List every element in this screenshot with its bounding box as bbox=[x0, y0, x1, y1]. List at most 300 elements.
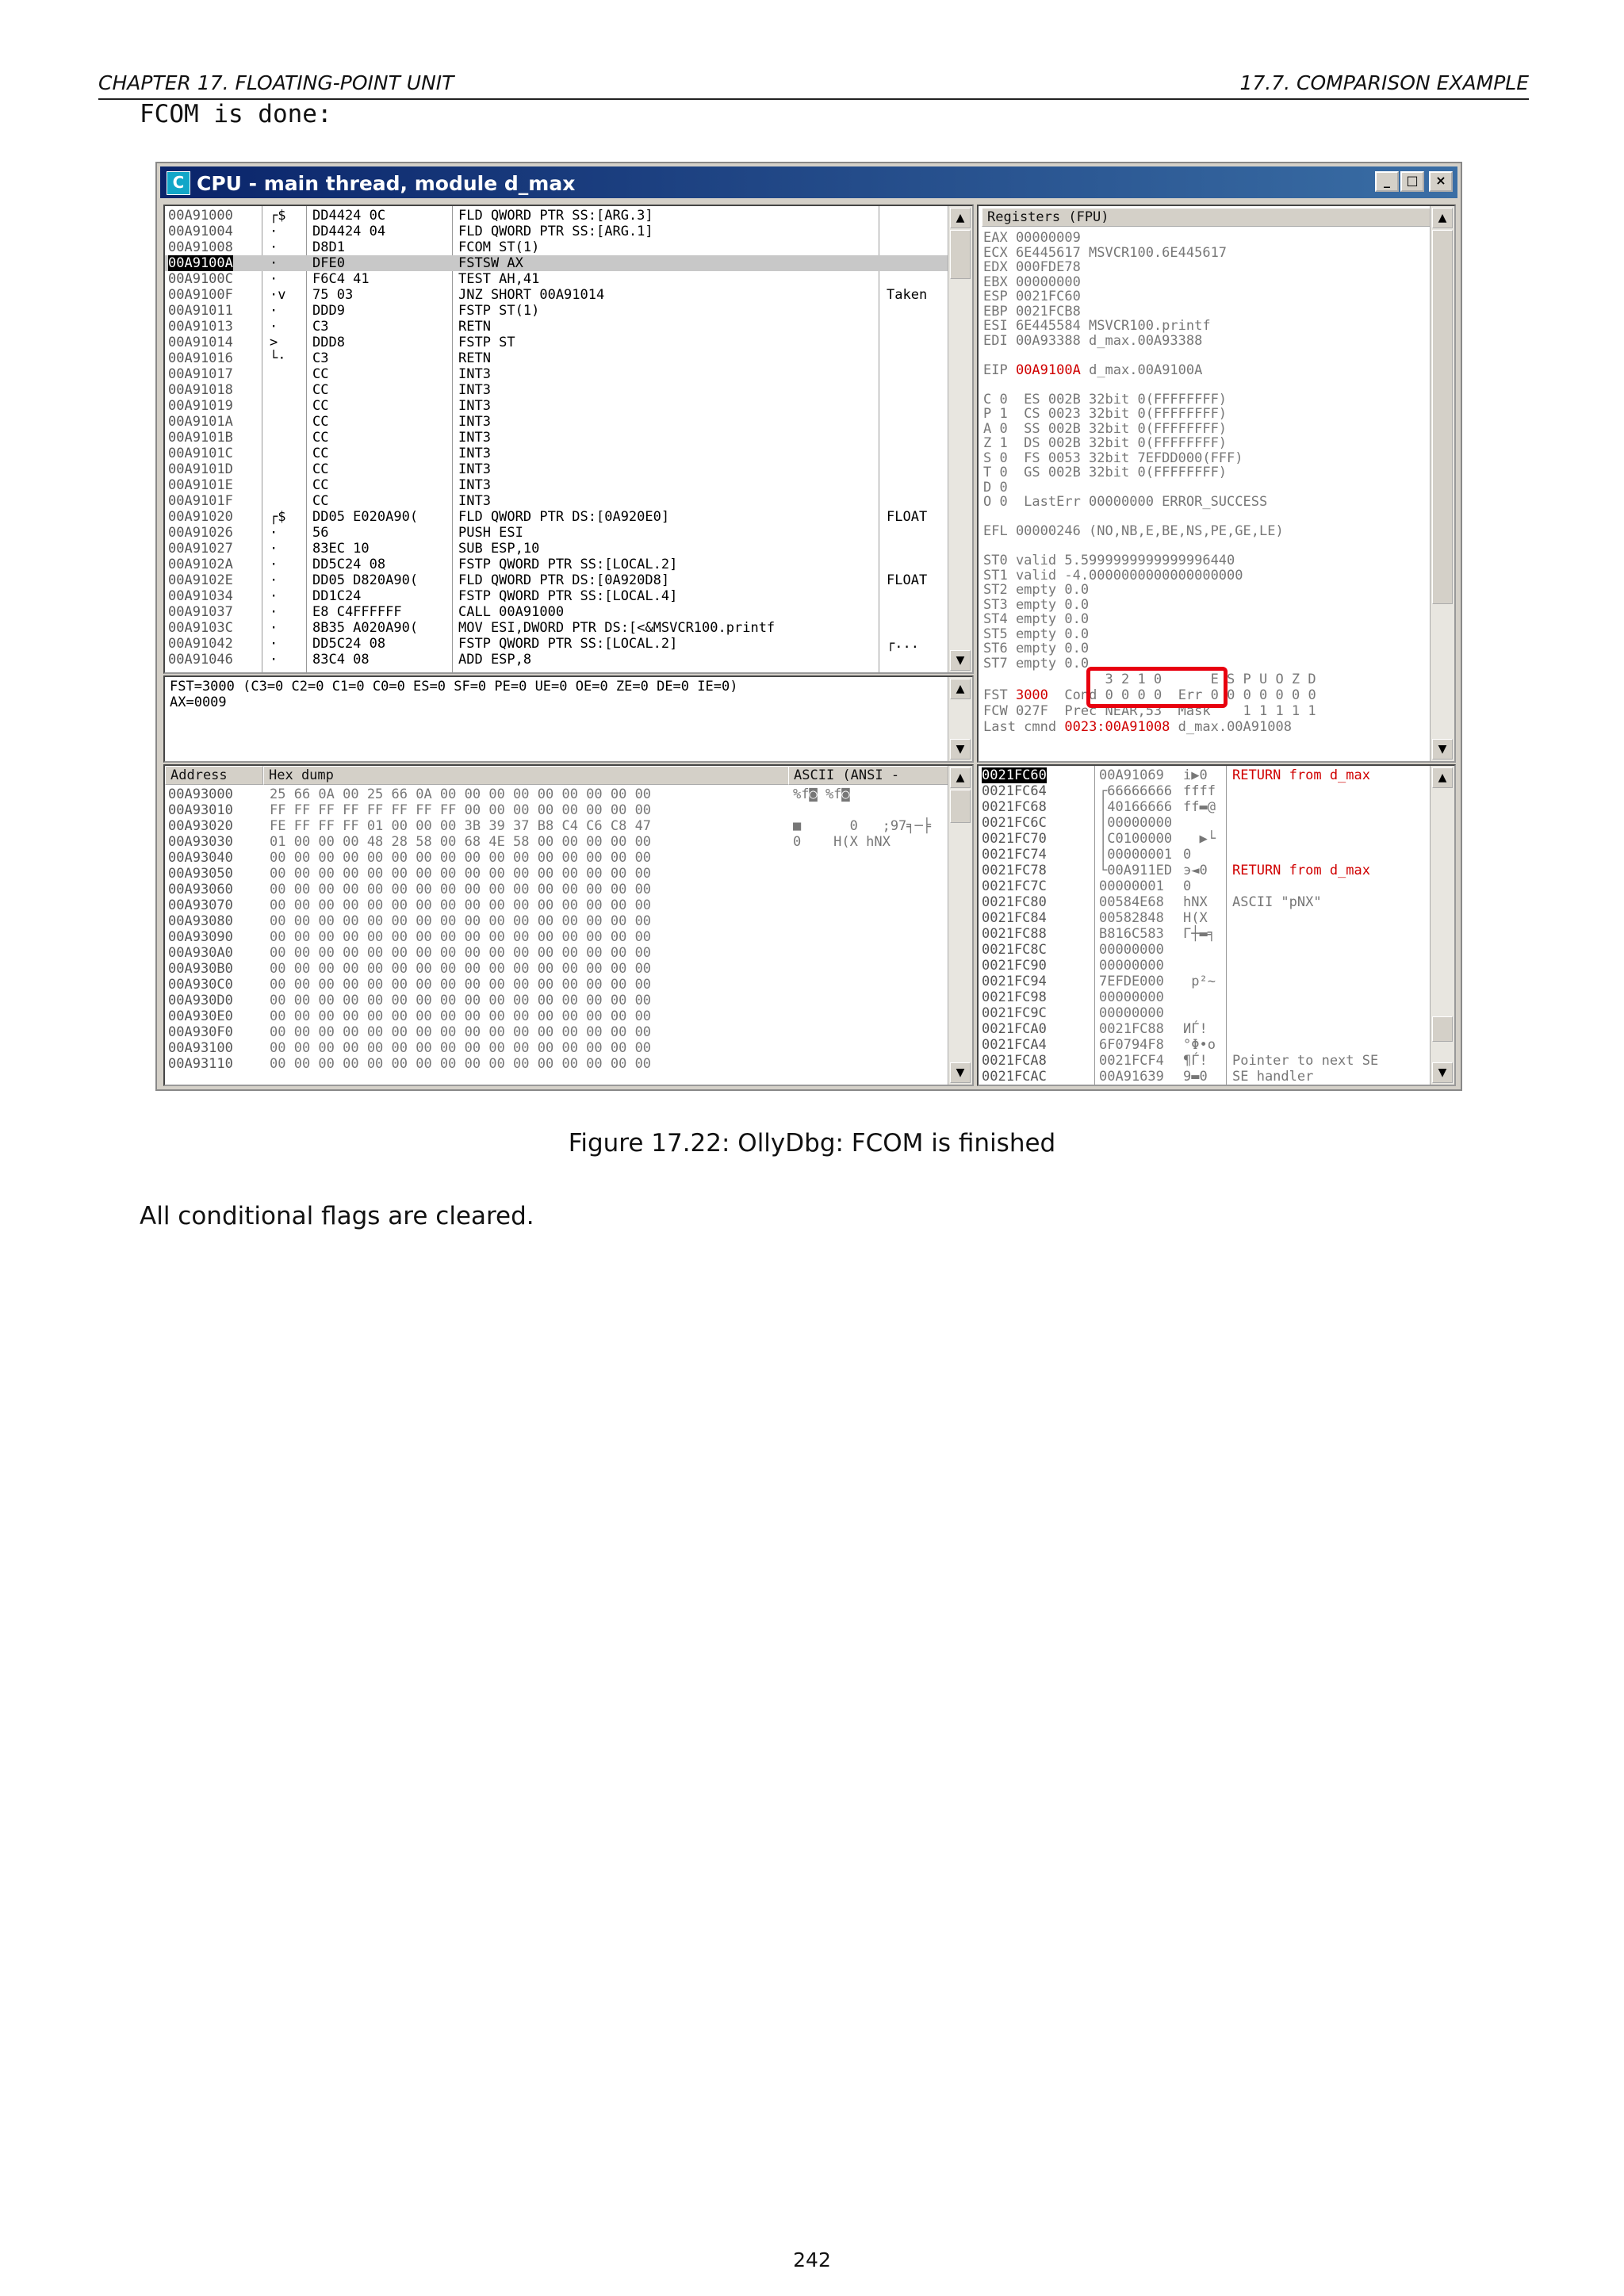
dump-hex-bytes: 25 66 0A 00 25 66 0A 00 00 00 00 00 00 00 00 00 bbox=[270, 786, 652, 802]
disasm-marker: · bbox=[270, 620, 278, 636]
dump-address: 00A93040 bbox=[168, 850, 233, 866]
stack-ascii: °Φ•o bbox=[1183, 1037, 1216, 1053]
stack-value: 00584E68 bbox=[1099, 894, 1164, 910]
scroll-down-icon[interactable]: ▼ bbox=[1432, 739, 1453, 760]
stack-value: │40166666 bbox=[1099, 799, 1173, 815]
register-row[interactable] bbox=[983, 553, 1235, 568]
disasm-address: 00A9101A bbox=[168, 414, 233, 430]
window-title: CPU - main thread, module d_max bbox=[197, 172, 576, 195]
register-text: A 0 SS 002B 32bit 0(FFFFFFFF) bbox=[983, 420, 1228, 437]
last-command-value: 0023:00A91008 bbox=[1064, 719, 1170, 735]
disasm-row[interactable] bbox=[165, 557, 950, 572]
disasm-marker: · bbox=[270, 572, 278, 588]
disasm-row[interactable] bbox=[165, 287, 950, 303]
stack-ascii: Γ┼▬╕ bbox=[1183, 926, 1216, 942]
disasm-instruction: RETN bbox=[458, 350, 491, 366]
disasm-address: 00A91019 bbox=[168, 398, 233, 414]
stack-value: 00000000 bbox=[1099, 989, 1164, 1005]
disasm-row[interactable] bbox=[165, 636, 950, 652]
disasm-instruction: FSTP QWORD PTR SS:[LOCAL.2] bbox=[458, 557, 678, 572]
disasm-row[interactable] bbox=[165, 414, 950, 430]
stack-row[interactable] bbox=[979, 815, 1431, 831]
stack-comment: SE handler bbox=[1232, 1069, 1314, 1085]
disasm-bytes: 8B35 A020A90( bbox=[312, 620, 419, 636]
register-text: ST4 empty 0.0 bbox=[983, 611, 1090, 627]
disasm-row[interactable] bbox=[165, 477, 950, 493]
disasm-row[interactable] bbox=[165, 255, 950, 271]
dump-row[interactable] bbox=[165, 977, 950, 993]
stack-address: 0021FC80 bbox=[982, 894, 1047, 910]
stack-address: 0021FC98 bbox=[982, 989, 1047, 1005]
dump-row[interactable] bbox=[165, 802, 950, 818]
disasm-address: 00A91027 bbox=[168, 541, 233, 557]
register-text: S 0 FS 0053 32bit 7EFDD000(FFF) bbox=[983, 450, 1243, 466]
disasm-row[interactable] bbox=[165, 382, 950, 398]
dump-hex-bytes: 00 00 00 00 00 00 00 00 00 00 00 00 00 00 00 00 bbox=[270, 866, 652, 882]
scroll-thumb[interactable] bbox=[950, 790, 971, 823]
stack-value: 7EFDE000 bbox=[1099, 974, 1164, 989]
stack-comment: RETURN from d_max bbox=[1232, 863, 1370, 878]
dump-hex-bytes: 00 00 00 00 00 00 00 00 00 00 00 00 00 00 00 00 bbox=[270, 945, 652, 961]
stack-address: 0021FCA0 bbox=[982, 1021, 1047, 1037]
disasm-bytes: CC bbox=[312, 446, 329, 461]
register-row[interactable] bbox=[983, 230, 1081, 246]
register-text: ST3 empty 0.0 bbox=[983, 596, 1090, 613]
stack-ascii: э◄0 bbox=[1183, 863, 1208, 878]
stack-row[interactable] bbox=[979, 926, 1431, 942]
fst-value: 3000 bbox=[1015, 687, 1048, 703]
info-line-1: FST=3000 (C3=0 C2=0 C1=0 C0=0 ES=0 SF=0 PE=0 UE=0 OE=0 ZE=0 DE=0 IE=0) bbox=[170, 679, 738, 695]
disasm-bytes: DDD9 bbox=[312, 303, 345, 319]
minimize-icon[interactable]: _ bbox=[1375, 171, 1399, 192]
stack-row[interactable] bbox=[979, 847, 1431, 863]
dump-row[interactable] bbox=[165, 818, 950, 834]
disasm-row[interactable] bbox=[165, 541, 950, 557]
register-row[interactable] bbox=[983, 656, 1089, 672]
stack-row[interactable] bbox=[979, 1053, 1431, 1069]
stack-address: 0021FC84 bbox=[982, 910, 1047, 926]
dump-address: 00A93100 bbox=[168, 1040, 233, 1056]
dump-row[interactable] bbox=[165, 1024, 950, 1040]
registers-header[interactable]: Registers (FPU) bbox=[982, 208, 1437, 227]
disasm-marker: · bbox=[270, 557, 278, 572]
dump-row[interactable] bbox=[165, 1008, 950, 1024]
disasm-address: 00A91014 bbox=[168, 335, 233, 350]
register-text: ECX 6E445617 MSVCR100.6E445617 bbox=[983, 244, 1228, 261]
disasm-marker: · bbox=[270, 239, 278, 255]
dump-ascii: %f◙ %f◙ bbox=[793, 786, 850, 802]
conclusion-text: All conditional flags are cleared. bbox=[140, 1202, 534, 1230]
disasm-bytes: CC bbox=[312, 414, 329, 430]
disasm-marker: · bbox=[270, 604, 278, 620]
register-row[interactable] bbox=[983, 245, 1227, 261]
stack-row[interactable] bbox=[979, 863, 1431, 878]
scroll-up-icon[interactable]: ▲ bbox=[950, 679, 971, 699]
disasm-row[interactable] bbox=[165, 620, 950, 636]
stack-value: 00000000 bbox=[1099, 1005, 1164, 1021]
hex-dump-pane[interactable] bbox=[163, 764, 974, 1086]
disasm-instruction: JNZ SHORT 00A91014 bbox=[458, 287, 605, 303]
register-text: ST6 empty 0.0 bbox=[983, 641, 1090, 656]
dump-address: 00A93020 bbox=[168, 818, 233, 834]
disasm-bytes: CC bbox=[312, 382, 329, 398]
disasm-row[interactable] bbox=[165, 446, 950, 461]
dump-address: 00A930D0 bbox=[168, 993, 233, 1008]
dump-hex-bytes: 00 00 00 00 00 00 00 00 00 00 00 00 00 00 00 00 bbox=[270, 1008, 652, 1024]
dump-hex-bytes: 00 00 00 00 00 00 00 00 00 00 00 00 00 00 00 00 bbox=[270, 929, 652, 945]
dump-hex-bytes: 00 00 00 00 00 00 00 00 00 00 00 00 00 00 00 00 bbox=[270, 882, 652, 897]
register-text: EBX 00000000 bbox=[983, 274, 1081, 290]
stack-value: 0021FC88 bbox=[1099, 1021, 1164, 1037]
scroll-thumb[interactable] bbox=[950, 230, 971, 279]
register-row[interactable] bbox=[983, 333, 1202, 349]
register-row[interactable] bbox=[983, 435, 1227, 451]
stack-address: 0021FC74 bbox=[982, 847, 1047, 863]
disasm-bytes: CC bbox=[312, 430, 329, 446]
dump-header-hex[interactable]: Hex dump bbox=[263, 766, 880, 785]
disasm-bytes: CC bbox=[312, 398, 329, 414]
disasm-bytes: DDD8 bbox=[312, 335, 345, 350]
dump-hex-bytes: 00 00 00 00 00 00 00 00 00 00 00 00 00 00 00 00 bbox=[270, 850, 652, 866]
stack-ascii: ¶Ѓ! bbox=[1183, 1053, 1208, 1069]
stack-row[interactable] bbox=[979, 1069, 1431, 1085]
stack-address: 0021FCAC bbox=[982, 1069, 1047, 1085]
register-text: C 0 ES 002B 32bit 0(FFFFFFFF) bbox=[983, 391, 1228, 408]
disasm-bytes: 75 03 bbox=[312, 287, 354, 303]
dump-hex-bytes: FE FF FF FF 01 00 00 00 3B 39 37 B8 C4 C6 C8 47 bbox=[270, 818, 652, 834]
disasm-instruction: FLD QWORD PTR SS:[ARG.1] bbox=[458, 224, 653, 239]
disasm-instruction: RETN bbox=[458, 319, 491, 335]
page-header bbox=[98, 68, 1529, 100]
disasm-instruction: INT3 bbox=[458, 446, 491, 461]
disasm-instruction: PUSH ESI bbox=[458, 525, 523, 541]
stack-address: 0021FC78 bbox=[982, 863, 1047, 878]
disasm-row[interactable] bbox=[165, 239, 950, 255]
disasm-instruction: FSTP ST(1) bbox=[458, 303, 540, 319]
register-row[interactable] bbox=[983, 362, 1202, 378]
stack-ascii: ▶└ bbox=[1183, 831, 1216, 847]
dump-hex-bytes: 00 00 00 00 00 00 00 00 00 00 00 00 00 00 00 00 bbox=[270, 977, 652, 993]
error-flags: Err 0 0 0 0 0 0 0 bbox=[1162, 687, 1316, 703]
disasm-bytes: CC bbox=[312, 366, 329, 382]
stack-row[interactable] bbox=[979, 958, 1431, 974]
stack-value: ┌66666666 bbox=[1099, 783, 1173, 799]
disasm-address: 00A91026 bbox=[168, 525, 233, 541]
disasm-row[interactable] bbox=[165, 588, 950, 604]
stack-value: 00000000 bbox=[1099, 942, 1164, 958]
stack-value: │00000001 bbox=[1099, 847, 1173, 863]
disasm-instruction: FLD QWORD PTR SS:[ARG.3] bbox=[458, 208, 653, 224]
dump-ascii: ■ 0 ;97╕─╞ bbox=[793, 818, 931, 834]
disasm-row[interactable] bbox=[165, 208, 950, 224]
disasm-row[interactable] bbox=[165, 335, 950, 350]
dump-row[interactable] bbox=[165, 897, 950, 913]
disasm-address: 00A9101E bbox=[168, 477, 233, 493]
disasm-instruction: TEST AH,41 bbox=[458, 271, 540, 287]
disasm-comment: Taken bbox=[887, 287, 928, 303]
dump-row[interactable] bbox=[165, 866, 950, 882]
page-number: 242 bbox=[793, 2248, 831, 2271]
disasm-row[interactable] bbox=[165, 398, 950, 414]
dump-address: 00A93030 bbox=[168, 834, 233, 850]
register-changed-value: 00A9100A bbox=[1015, 362, 1081, 378]
stack-address: 0021FC94 bbox=[982, 974, 1047, 989]
scroll-thumb[interactable] bbox=[1432, 1016, 1453, 1042]
disasm-address: 00A91008 bbox=[168, 239, 233, 255]
dump-hex-bytes: 00 00 00 00 00 00 00 00 00 00 00 00 00 00 00 00 bbox=[270, 897, 652, 913]
disasm-row[interactable] bbox=[165, 572, 950, 588]
disasm-address: 00A91004 bbox=[168, 224, 233, 239]
dump-hex-bytes: 01 00 00 00 48 28 58 00 68 4E 58 00 00 00 00 00 bbox=[270, 834, 652, 850]
disasm-bytes: DFE0 bbox=[312, 255, 345, 271]
disasm-marker: · bbox=[270, 271, 278, 287]
disasm-row[interactable] bbox=[165, 366, 950, 382]
register-row[interactable] bbox=[983, 641, 1089, 656]
stack-row[interactable] bbox=[979, 783, 1431, 799]
register-row[interactable] bbox=[983, 582, 1089, 598]
disasm-row[interactable] bbox=[165, 525, 950, 541]
dump-row[interactable] bbox=[165, 786, 950, 802]
disasm-address: 00A9101D bbox=[168, 461, 233, 477]
dump-row[interactable] bbox=[165, 913, 950, 929]
dump-hex-bytes: 00 00 00 00 00 00 00 00 00 00 00 00 00 00 00 00 bbox=[270, 993, 652, 1008]
stack-row[interactable] bbox=[979, 1005, 1431, 1021]
title-bar[interactable] bbox=[160, 166, 1457, 198]
stack-comment: ASCII "pNX" bbox=[1232, 894, 1322, 910]
dump-address: 00A93110 bbox=[168, 1056, 233, 1072]
condition-flags: Cond 0 0 0 0 bbox=[1064, 687, 1162, 703]
disasm-bytes: 83EC 10 bbox=[312, 541, 370, 557]
scroll-down-icon[interactable]: ▼ bbox=[950, 650, 971, 671]
disasm-row[interactable] bbox=[165, 319, 950, 335]
stack-row[interactable] bbox=[979, 989, 1431, 1005]
disasm-bytes: DD5C24 08 bbox=[312, 557, 386, 572]
register-text: ST0 valid 5.5999999999999996440 bbox=[983, 553, 1235, 568]
disasm-row[interactable] bbox=[165, 604, 950, 620]
stack-address: 0021FCA4 bbox=[982, 1037, 1047, 1053]
dump-row[interactable] bbox=[165, 929, 950, 945]
disasm-instruction: INT3 bbox=[458, 493, 491, 509]
stack-value: 00A91069 bbox=[1099, 767, 1164, 783]
registers-scrollbar[interactable] bbox=[1430, 206, 1454, 761]
stack-row[interactable] bbox=[979, 767, 1431, 783]
register-row[interactable] bbox=[983, 406, 1227, 422]
scroll-thumb[interactable] bbox=[1432, 230, 1453, 604]
stack-scrollbar[interactable] bbox=[1430, 766, 1454, 1085]
stack-value: B816C583 bbox=[1099, 926, 1164, 942]
register-row[interactable] bbox=[983, 480, 1008, 496]
stack-ascii: p²~ bbox=[1183, 974, 1216, 989]
dump-address: 00A930F0 bbox=[168, 1024, 233, 1040]
stack-address: 0021FC64 bbox=[982, 783, 1047, 799]
disasm-address: 00A91046 bbox=[168, 652, 233, 668]
dump-row[interactable] bbox=[165, 834, 950, 850]
disasm-bytes: E8 C4FFFFFF bbox=[312, 604, 402, 620]
disasm-comment: ┌... bbox=[887, 636, 919, 652]
stack-ascii: 0 bbox=[1183, 878, 1192, 894]
register-text: EIP bbox=[983, 362, 1016, 378]
dump-row[interactable] bbox=[165, 882, 950, 897]
disasm-marker: · bbox=[270, 652, 278, 668]
disasm-instruction: INT3 bbox=[458, 398, 491, 414]
stack-value: │C0100000 bbox=[1099, 831, 1173, 847]
disasm-instruction: INT3 bbox=[458, 414, 491, 430]
stack-row[interactable] bbox=[979, 974, 1431, 989]
dump-header-address[interactable]: Address bbox=[165, 766, 263, 785]
register-text: EDI 00A93388 d_max.00A93388 bbox=[983, 332, 1203, 349]
dump-scrollbar[interactable] bbox=[948, 766, 972, 1085]
register-row[interactable] bbox=[983, 611, 1089, 627]
register-text: ESP 0021FC60 bbox=[983, 289, 1081, 304]
dump-address: 00A93080 bbox=[168, 913, 233, 929]
stack-row[interactable] bbox=[979, 1021, 1431, 1037]
close-icon[interactable]: × bbox=[1429, 171, 1453, 192]
stack-ascii: ff▬@ bbox=[1183, 799, 1216, 815]
register-row[interactable] bbox=[983, 304, 1081, 320]
register-row[interactable] bbox=[983, 626, 1089, 642]
register-row[interactable] bbox=[983, 494, 1267, 510]
disasm-marker: · bbox=[270, 255, 278, 271]
stack-pane[interactable] bbox=[977, 764, 1456, 1086]
disasm-address: 00A9101C bbox=[168, 446, 233, 461]
disasm-marker: · bbox=[270, 541, 278, 557]
disasm-marker: · bbox=[270, 319, 278, 335]
disasm-instruction: CALL 00A91000 bbox=[458, 604, 565, 620]
stack-ascii: 9▬0 bbox=[1183, 1069, 1208, 1085]
dump-header-ascii[interactable]: ASCII (ANSI - bbox=[788, 766, 952, 785]
register-row[interactable] bbox=[983, 274, 1081, 290]
stack-address: 0021FC88 bbox=[982, 926, 1047, 942]
disasm-marker: · bbox=[270, 525, 278, 541]
figure-caption-text: Figure 17.22: OllyDbg: FCOM is finished bbox=[568, 1129, 1056, 1158]
registers-pane[interactable] bbox=[977, 205, 1456, 763]
info-line-2: AX=0009 bbox=[170, 695, 227, 710]
last-command-label: Last cmnd bbox=[983, 719, 1065, 735]
register-row[interactable] bbox=[983, 289, 1081, 304]
disasm-address: 00A91020 bbox=[168, 509, 233, 525]
info-scrollbar[interactable] bbox=[948, 677, 972, 761]
disasm-row[interactable] bbox=[165, 461, 950, 477]
dump-hex-bytes: 00 00 00 00 00 00 00 00 00 00 00 00 00 00 00 00 bbox=[270, 1024, 652, 1040]
disasm-address: 00A91013 bbox=[168, 319, 233, 335]
disasm-row[interactable] bbox=[165, 224, 950, 239]
dump-row[interactable] bbox=[165, 1040, 950, 1056]
disasm-bytes: CC bbox=[312, 461, 329, 477]
scroll-up-icon[interactable]: ▲ bbox=[950, 767, 971, 788]
scroll-up-icon[interactable]: ▲ bbox=[1432, 767, 1453, 788]
disasm-address: 00A9103C bbox=[168, 620, 233, 636]
stack-address: 0021FC9C bbox=[982, 1005, 1047, 1021]
info-pane bbox=[163, 675, 974, 763]
disasm-address: 00A91011 bbox=[168, 303, 233, 319]
stack-ascii: ИЃ! bbox=[1183, 1021, 1208, 1037]
disasm-scrollbar[interactable] bbox=[948, 206, 972, 672]
dump-address: 00A93050 bbox=[168, 866, 233, 882]
stack-row[interactable] bbox=[979, 799, 1431, 815]
scroll-up-icon[interactable]: ▲ bbox=[950, 208, 971, 228]
scroll-down-icon[interactable]: ▼ bbox=[1432, 1062, 1453, 1083]
disasm-row[interactable] bbox=[165, 652, 950, 668]
dump-row[interactable] bbox=[165, 850, 950, 866]
fpu-control-word-row[interactable]: FCW 027F Prec NEAR,53 Mask 1 1 1 1 1 bbox=[983, 703, 1316, 719]
register-text-tail: d_max.00A9100A bbox=[1080, 362, 1203, 378]
disasm-row[interactable] bbox=[165, 430, 950, 446]
register-text: P 1 CS 0023 32bit 0(FFFFFFFF) bbox=[983, 406, 1228, 422]
stack-value: └00A911ED bbox=[1099, 863, 1173, 878]
scroll-down-icon[interactable]: ▼ bbox=[950, 1062, 971, 1083]
disasm-instruction: FLD QWORD PTR DS:[0A920E0] bbox=[458, 509, 670, 525]
stack-ascii: hNX bbox=[1183, 894, 1208, 910]
disasm-comment: FLOAT bbox=[887, 572, 928, 588]
register-row[interactable] bbox=[983, 421, 1227, 437]
register-row[interactable] bbox=[983, 392, 1227, 408]
disasm-bytes: DD1C24 bbox=[312, 588, 362, 604]
disasm-instruction: FSTSW AX bbox=[458, 255, 523, 271]
disasm-row[interactable] bbox=[165, 493, 950, 509]
stack-row[interactable] bbox=[979, 894, 1431, 910]
ollydbg-cpu-window bbox=[155, 162, 1462, 1091]
disasm-row[interactable] bbox=[165, 509, 950, 525]
stack-row[interactable] bbox=[979, 942, 1431, 958]
section-title: 17.7. COMPARISON EXAMPLE bbox=[1239, 71, 1529, 94]
stack-row[interactable] bbox=[979, 910, 1431, 926]
dump-hex-bytes: FF FF FF FF FF FF FF FF 00 00 00 00 00 00 00 00 bbox=[270, 802, 652, 818]
disassembly-pane[interactable] bbox=[163, 205, 974, 674]
register-text: Z 1 DS 002B 32bit 0(FFFFFFFF) bbox=[983, 435, 1228, 451]
register-text: ST7 empty 0.0 bbox=[983, 655, 1090, 672]
register-text: EAX 00000009 bbox=[983, 230, 1081, 246]
disasm-instruction: ADD ESP,8 bbox=[458, 652, 532, 668]
register-row[interactable] bbox=[983, 465, 1227, 480]
scroll-up-icon[interactable]: ▲ bbox=[1432, 208, 1453, 228]
disasm-bytes: DD4424 0C bbox=[312, 208, 386, 224]
disasm-bytes: C3 bbox=[312, 319, 329, 335]
disasm-marker: · bbox=[270, 636, 278, 652]
dump-row[interactable] bbox=[165, 993, 950, 1008]
last-command-row[interactable] bbox=[983, 719, 1292, 735]
stack-ascii: H(X bbox=[1183, 910, 1208, 926]
stack-row[interactable] bbox=[979, 831, 1431, 847]
stack-address: 0021FC70 bbox=[982, 831, 1047, 847]
disasm-row[interactable] bbox=[165, 350, 950, 366]
stack-row[interactable] bbox=[979, 1037, 1431, 1053]
disasm-address: 00A91000 bbox=[168, 208, 233, 224]
disasm-row[interactable] bbox=[165, 303, 950, 319]
dump-address: 00A93090 bbox=[168, 929, 233, 945]
dump-address: 00A93000 bbox=[168, 786, 233, 802]
fpu-flag-digits: 3 2 1 0 E S P U O Z D bbox=[983, 672, 1316, 687]
disasm-bytes: F6C4 41 bbox=[312, 271, 370, 287]
maximize-icon[interactable]: □ bbox=[1400, 171, 1424, 192]
disasm-instruction: INT3 bbox=[458, 461, 491, 477]
scroll-down-icon[interactable]: ▼ bbox=[950, 739, 971, 760]
dump-row[interactable] bbox=[165, 961, 950, 977]
disasm-bytes: CC bbox=[312, 493, 329, 509]
register-row[interactable] bbox=[983, 597, 1089, 613]
disasm-row[interactable] bbox=[165, 271, 950, 287]
register-row[interactable] bbox=[983, 568, 1243, 584]
register-text: ST5 empty 0.0 bbox=[983, 626, 1090, 642]
register-row[interactable] bbox=[983, 523, 1284, 539]
register-text: ST1 valid -4.0000000000000000000 bbox=[983, 567, 1243, 584]
stack-row[interactable] bbox=[979, 878, 1431, 894]
register-row[interactable] bbox=[983, 318, 1211, 334]
disasm-marker: · bbox=[270, 303, 278, 319]
register-row[interactable] bbox=[983, 450, 1243, 466]
dump-row[interactable] bbox=[165, 1056, 950, 1072]
register-row[interactable] bbox=[983, 259, 1081, 275]
dump-row[interactable] bbox=[165, 945, 950, 961]
